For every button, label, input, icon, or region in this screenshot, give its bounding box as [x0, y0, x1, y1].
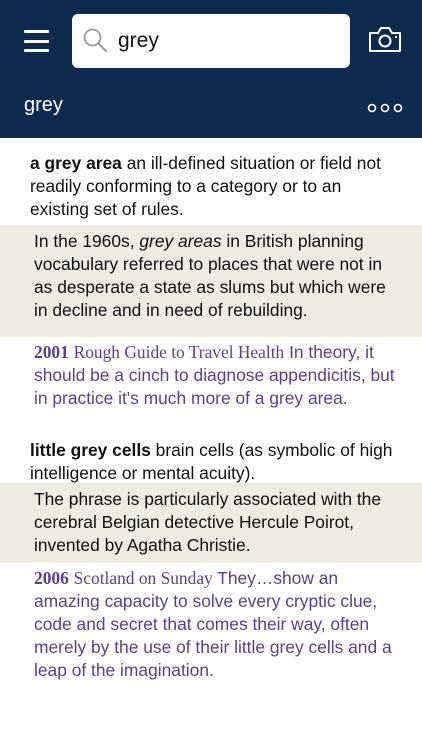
citation-year: 2006: [34, 568, 69, 588]
citation-text: They…show an amazing capacity to solve every cryptic clue, code and secret that comes their way, often merely by the use of their little grey cells and a leap of the imagination.: [34, 568, 392, 680]
citation-quote: [0, 337, 422, 435]
definition-text: brain cells (as symbolic of high intelligence or mental acuity).: [30, 440, 393, 483]
top-bar: [0, 0, 422, 138]
headword-title: grey: [24, 94, 63, 116]
note-text: in British planning vocabulary referred to places that were not in as desperate a state as slums but which were in decline and in need of rebuilding.: [34, 231, 386, 320]
citation-source: Scotland on Sunday: [73, 568, 213, 588]
usage-note: [0, 225, 422, 337]
note-text: The phrase is particularly associated with the cerebral Belgian detective Hercule Poirot, invented by Agatha Christie.: [34, 489, 382, 555]
note-text: In the 1960s,: [34, 231, 140, 251]
entry-term[interactable]: little grey cells: [30, 440, 151, 460]
camera-icon[interactable]: [368, 24, 402, 54]
entry-term[interactable]: a grey area: [30, 153, 122, 173]
entry-content: [0, 138, 422, 688]
search-icon: [82, 27, 108, 53]
citation-year: 2001: [34, 342, 69, 362]
citation-source: Rough Guide to Travel Health: [73, 342, 285, 362]
entry-definition: [0, 435, 422, 483]
entry-definition: [0, 138, 422, 221]
search-input[interactable]: [118, 22, 338, 60]
usage-note: [0, 483, 422, 563]
more-icon[interactable]: [366, 101, 404, 115]
citation-text: In theory, it should be a cinch to diagnose appendicitis, but in practice it's much more of a grey area.: [34, 342, 395, 408]
note-emphasis: grey areas: [139, 231, 222, 251]
menu-icon[interactable]: [24, 30, 49, 52]
citation-quote: [0, 563, 422, 688]
search-box[interactable]: [72, 14, 350, 68]
definition-text: an ill-defined situation or field not readily conforming to a category or to an existing set of rules.: [30, 153, 381, 219]
